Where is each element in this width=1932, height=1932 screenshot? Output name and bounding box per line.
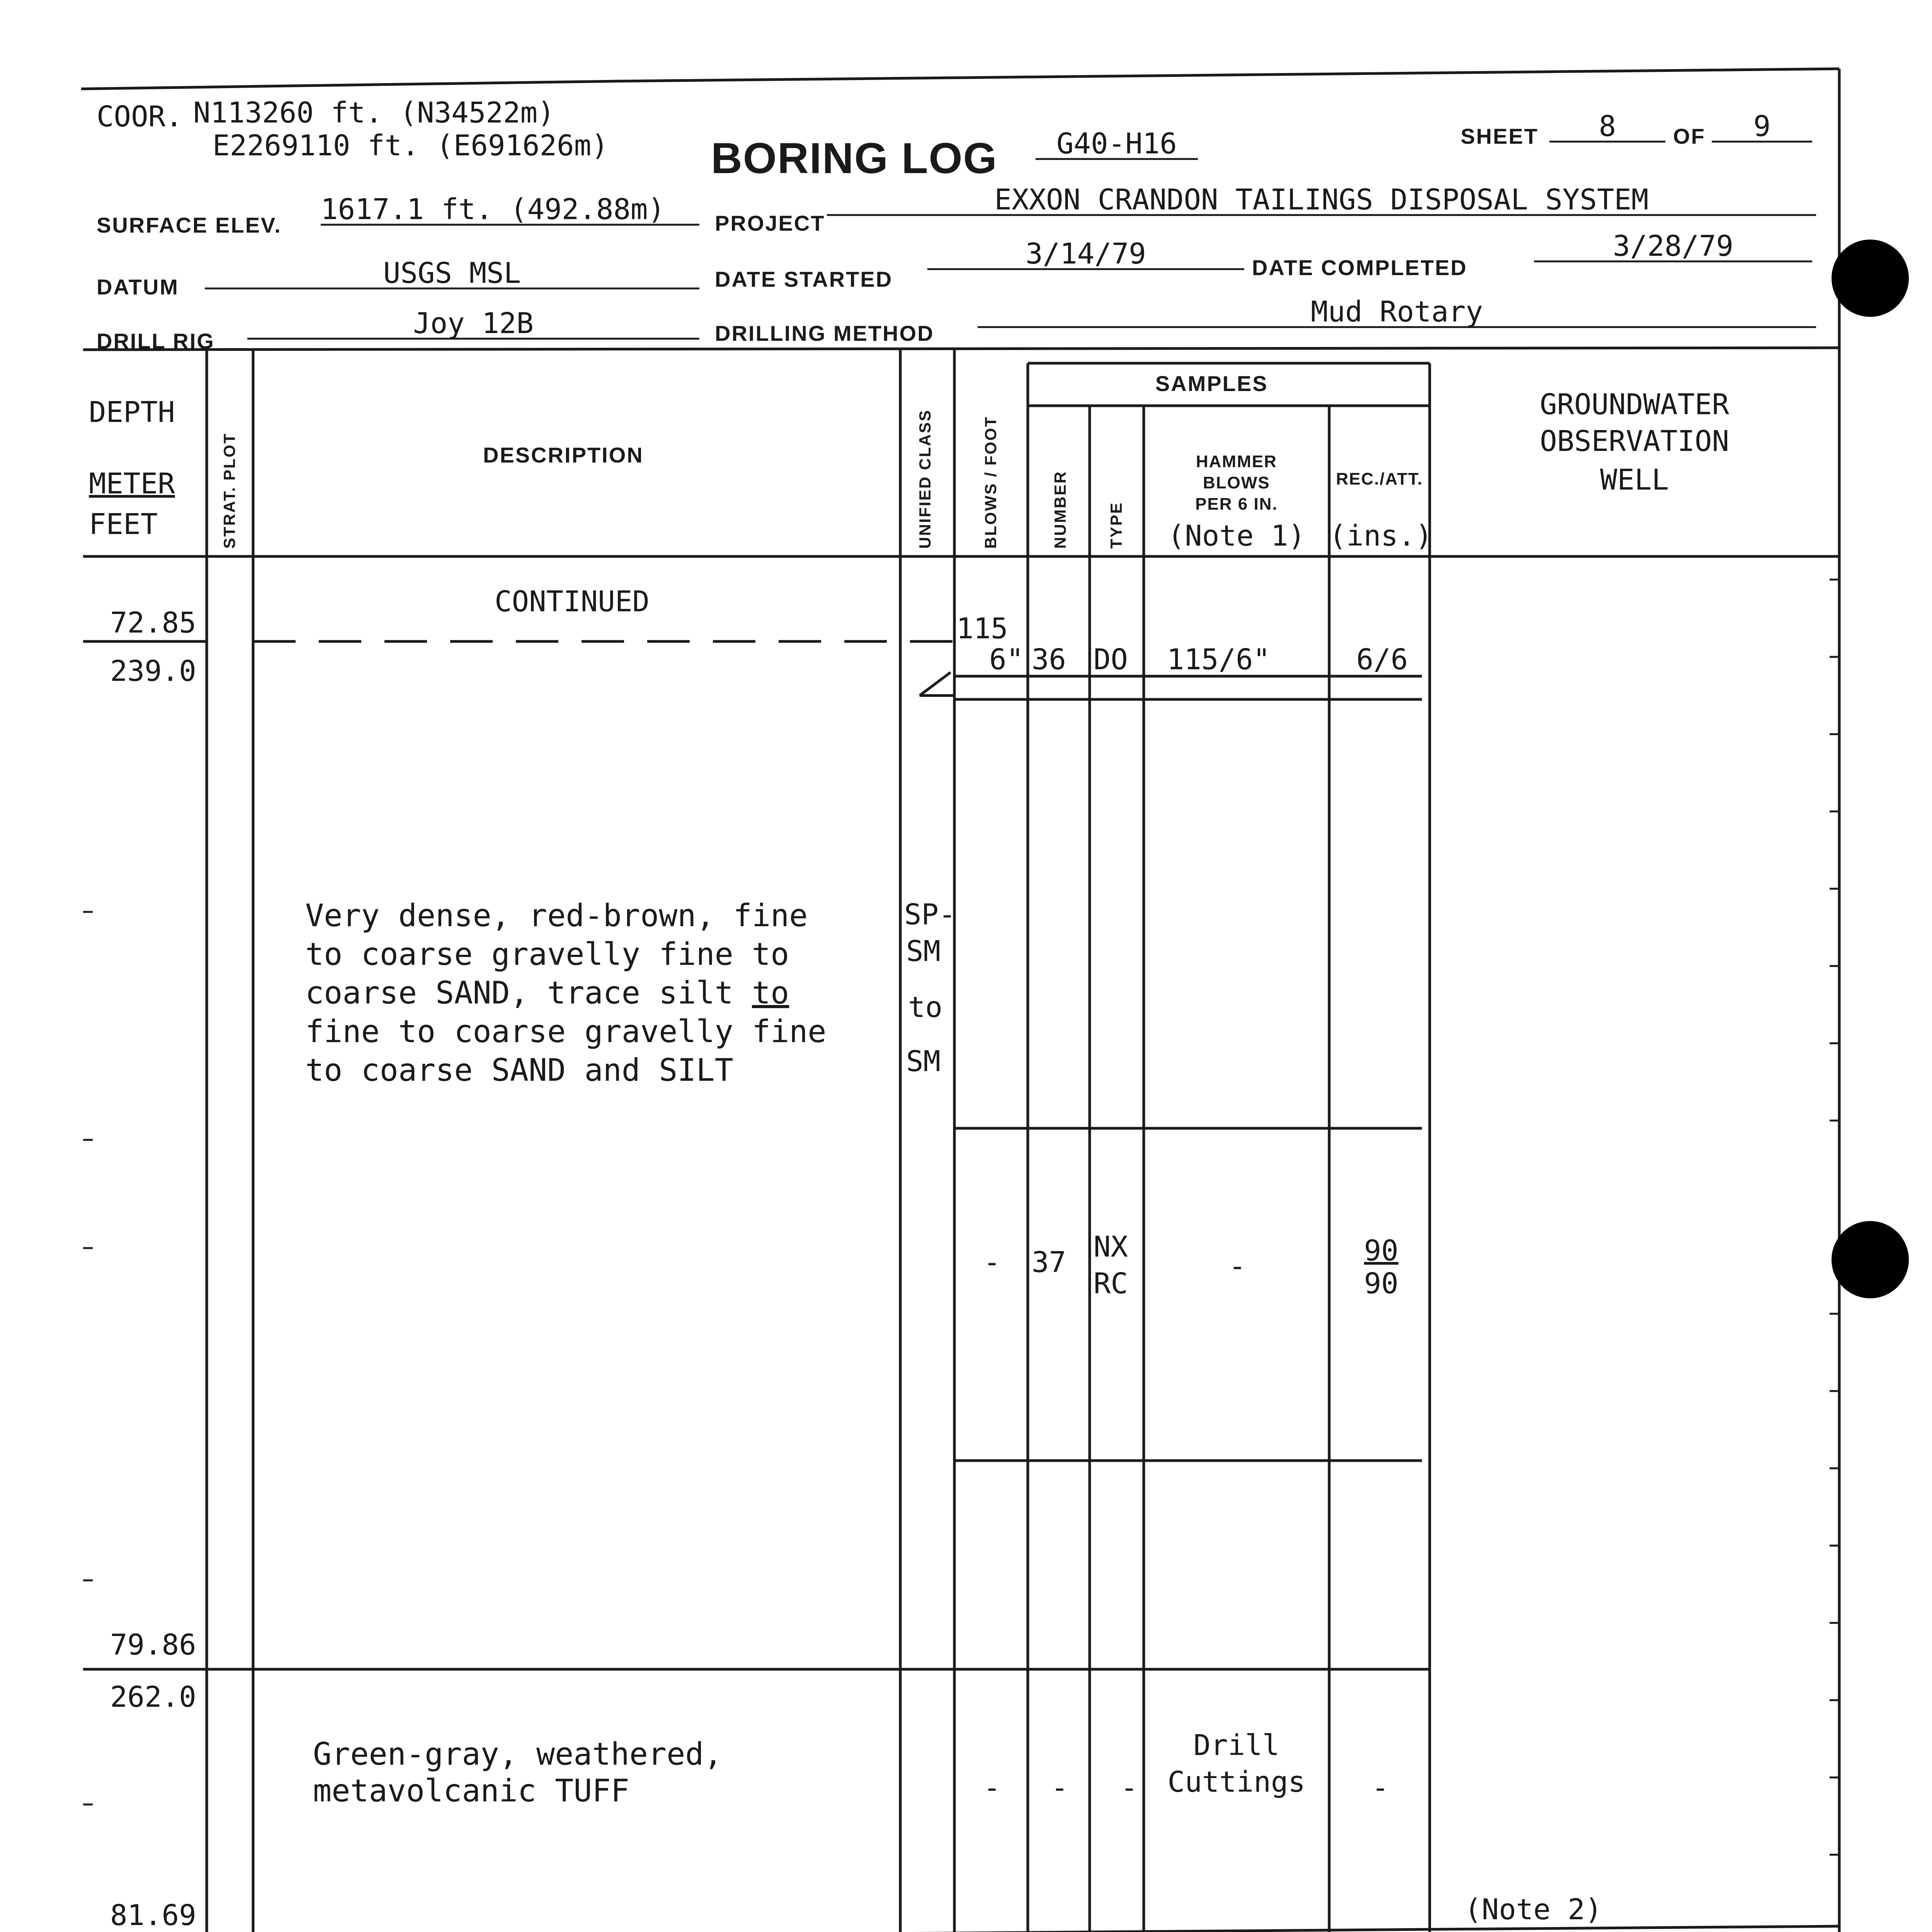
layer-2-blows: -	[983, 1771, 1001, 1804]
coor-northing: N113260 ft. (N34522m)	[193, 96, 555, 129]
blows-1a: 115	[956, 612, 1008, 645]
sample-37-rec-den: 90	[1364, 1267, 1399, 1300]
datum: USGS MSL	[205, 259, 699, 289]
layer-2-hammer-1: Drill	[1193, 1729, 1280, 1762]
boring-id: G40-H16	[1036, 129, 1198, 160]
unified-class-3: to	[908, 991, 943, 1024]
layer-2-type: -	[1121, 1771, 1138, 1804]
depth-1-meter: 72.85	[110, 606, 196, 639]
col-description: DESCRIPTION	[483, 443, 644, 467]
drilling-method-label: DRILLING METHOD	[715, 321, 934, 345]
sheet-label: SHEET	[1461, 124, 1539, 148]
sample-37-type-1: NX	[1094, 1230, 1128, 1264]
of-label: OF	[1673, 124, 1706, 148]
col-depth: DEPTH	[89, 396, 175, 429]
col-gw-1: GROUNDWATER	[1539, 388, 1730, 421]
depth-1-feet: 239.0	[110, 655, 196, 688]
sample-37-hammer: -	[1229, 1250, 1246, 1283]
drilling-method: Mud Rotary	[978, 298, 1816, 328]
layer-1-description	[305, 896, 827, 1090]
project-name: EXXON CRANDON TAILINGS DISPOSAL SYSTEM	[827, 185, 1816, 216]
note-2-reference: (Note 2)	[1464, 1893, 1602, 1926]
sample-37-type-2: RC	[1094, 1267, 1128, 1300]
layer-1-line: to coarse SAND and SILT	[305, 1052, 733, 1088]
date-completed-label: DATE COMPLETED	[1252, 255, 1468, 280]
sample-37-rec-num: 90	[1364, 1234, 1399, 1267]
depth-3-meter: 81.69	[110, 1899, 196, 1932]
coor-label: COOR.	[97, 100, 183, 133]
form-title: BORING LOG	[711, 134, 998, 182]
sample-37-number: 37	[1032, 1246, 1066, 1279]
punch-hole-icon	[1832, 240, 1909, 317]
col-rec-att: REC./ATT.	[1336, 469, 1423, 488]
datum-label: DATUM	[97, 275, 179, 299]
col-blows-foot: BLOWS / FOOT	[981, 416, 1000, 549]
col-rec-unit: (ins.)	[1329, 519, 1433, 553]
depth-2-meter: 79.86	[110, 1628, 196, 1662]
sample-36-recovery: 6/6	[1356, 643, 1408, 676]
col-hammer-note: (Note 1)	[1167, 519, 1306, 553]
col-samples: SAMPLES	[1155, 371, 1268, 396]
drill-rig: Joy 12B	[247, 309, 699, 340]
sheet-number: 8	[1549, 112, 1665, 143]
layer-1-line: to coarse gravelly fine to	[305, 936, 789, 972]
surface-elev-label: SURFACE ELEV.	[97, 213, 282, 237]
col-unified-class: UNIFIED CLASS	[916, 409, 934, 549]
layer-2-line-1: Green-gray, weathered,	[313, 1736, 723, 1772]
col-type: TYPE	[1107, 502, 1125, 549]
unified-class-1: SP-	[904, 898, 956, 931]
sheet-total: 9	[1712, 112, 1812, 143]
layer-1-line: fine to coarse gravelly fine	[305, 1014, 827, 1049]
layer-2-hammer-2: Cuttings	[1167, 1765, 1306, 1799]
layer-1-line	[305, 974, 827, 1012]
layer-2-number: -	[1051, 1771, 1068, 1804]
layer-2-recovery: -	[1372, 1771, 1389, 1804]
col-meter: METER	[89, 467, 175, 500]
sample-36-hammer: 115/6"	[1167, 643, 1270, 676]
blows-1b: 6"	[989, 643, 1024, 676]
col-feet: FEET	[89, 508, 158, 541]
sample-36-number: 36	[1032, 643, 1066, 676]
col-gw-3: WELL	[1600, 463, 1669, 497]
col-gw-2: OBSERVATION	[1539, 425, 1730, 458]
col-strat-plot: STRAT. PLOT	[220, 432, 238, 549]
col-hammer-1: HAMMER	[1196, 452, 1277, 471]
date-started: 3/14/79	[927, 240, 1244, 270]
col-number: NUMBER	[1051, 470, 1069, 549]
col-hammer-2: BLOWS	[1203, 473, 1270, 492]
date-completed: 3/28/79	[1534, 232, 1812, 262]
layer-1-line-text: coarse SAND, trace silt	[305, 975, 752, 1011]
drill-rig-label: DRILL RIG	[97, 329, 215, 353]
project-label: PROJECT	[715, 211, 825, 235]
continued-label: CONTINUED	[495, 585, 650, 618]
unified-class-4: SM	[906, 1045, 941, 1078]
sample-36-type: DO	[1094, 643, 1128, 676]
layer-1-line: Very dense, red-brown, fine	[305, 898, 808, 934]
col-hammer-3: PER 6 IN.	[1195, 495, 1278, 514]
coor-easting: E2269110 ft. (E691626m)	[213, 129, 609, 162]
sample-37-blows: -	[983, 1246, 1001, 1279]
layer-2-line-2: metavolcanic TUFF	[313, 1773, 629, 1809]
unified-class-2: SM	[906, 935, 941, 968]
surface-elev: 1617.1 ft. (492.88m)	[321, 195, 699, 226]
punch-hole-icon	[1832, 1221, 1909, 1298]
depth-2-feet: 262.0	[110, 1680, 196, 1714]
layer-1-underlined: to	[752, 975, 789, 1011]
date-started-label: DATE STARTED	[715, 267, 893, 291]
